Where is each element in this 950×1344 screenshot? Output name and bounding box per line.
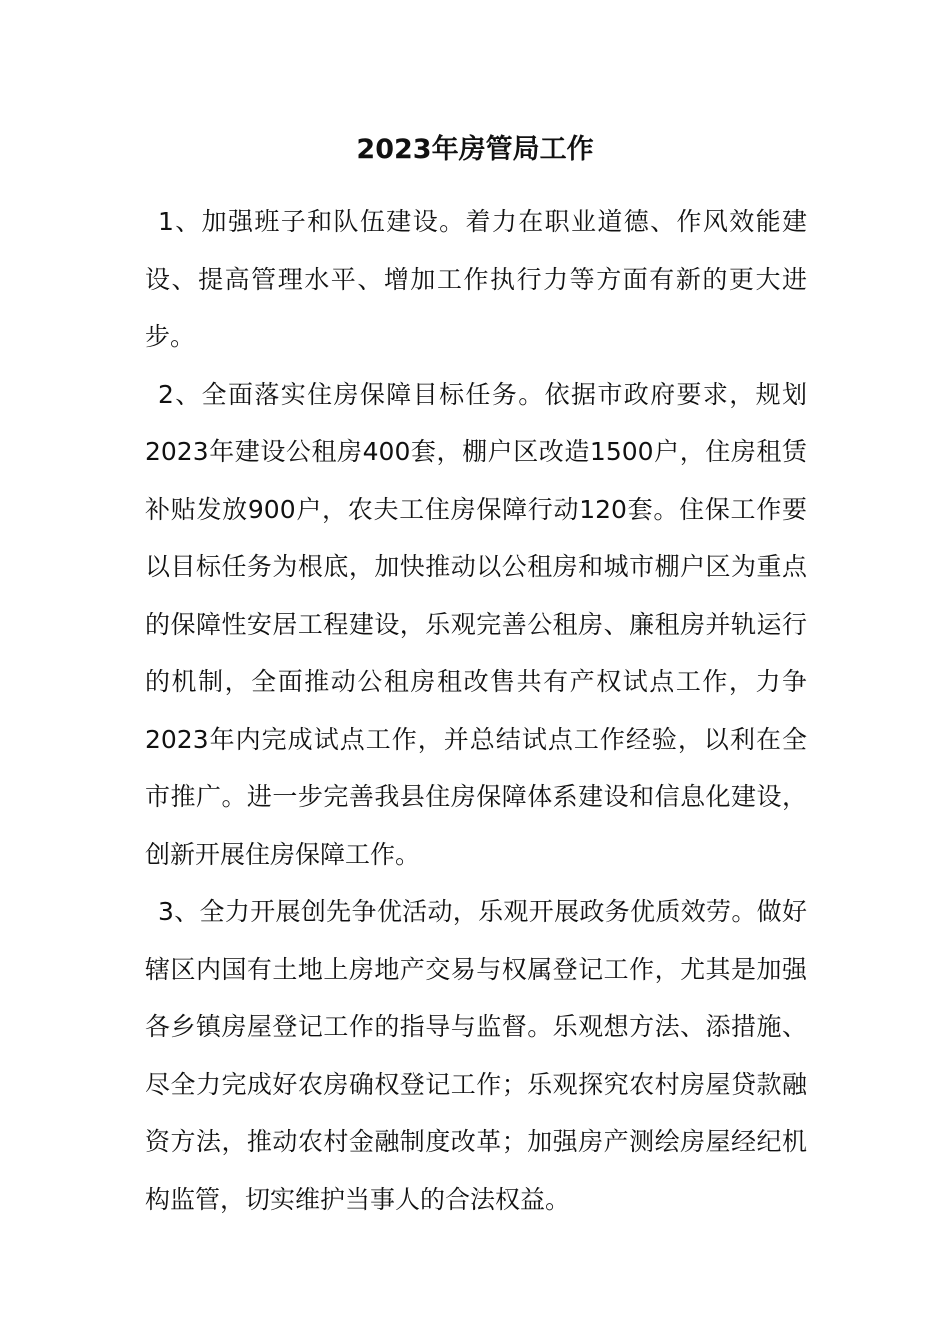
paragraph-3: 3、全力开展创先争优活动，乐观开展政务优质效劳。做好辖区内国有土地上房地产交易与权属登记工作，尤其是加强各乡镇房屋登记工作的指导与监督。乐观想方法、添措施、尽全力完成好农房确权登记工作；乐观探究农村房屋贷款融资方法，推动农村金融制度改革；加强房产测绘房屋经纪机构监管，切实维护当事人的合法权益。: [145, 897, 807, 1214]
document-title: 2023年房管局工作: [356, 134, 594, 165]
document-body: [145, 193, 807, 1228]
paragraph-1: 1、加强班子和队伍建设。着力在职业道德、作风效能建设、提高管理水平、增加工作执行力等方面有新的更大进步。: [145, 207, 807, 351]
paragraph-2: 2、全面落实住房保障目标任务。依据市政府要求，规划2023年建设公租房400套，棚户区改造1500户，住房租赁补贴发放900户，农夫工住房保障行动120套。住保工作要以目标任务为根底，加快推动以公租房和城市棚户区为重点的保障性安居工程建设，乐观完善公租房、廉租房并轨运行的机制，全面推动公租房租改售共有产权试点工作，力争2023年内完成试点工作，并总结试点工作经验，以利在全市推广。进一步完善我县住房保障体系建设和信息化建设，创新开展住房保障工作。: [145, 379, 807, 869]
